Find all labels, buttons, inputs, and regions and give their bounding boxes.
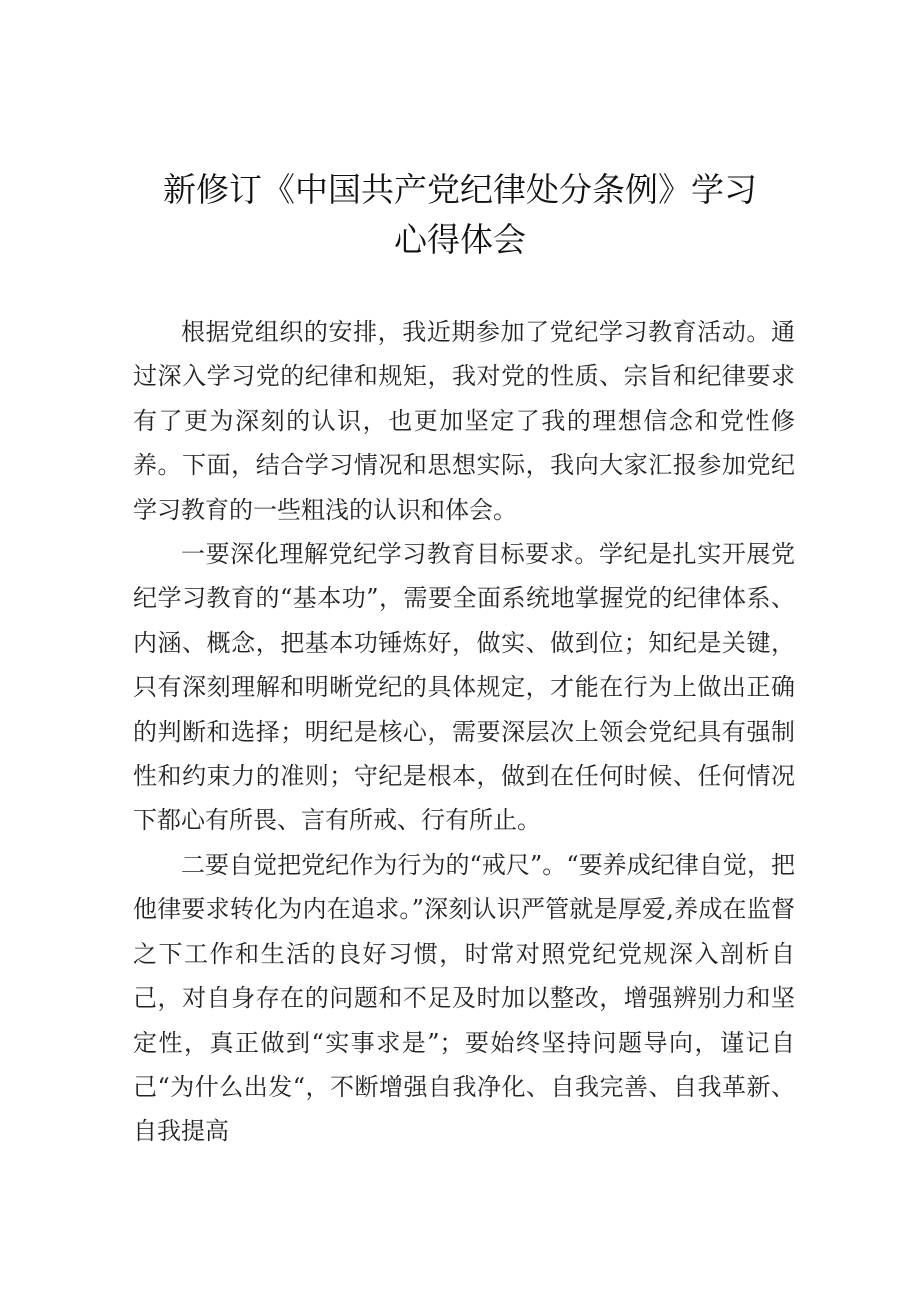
paragraph-point-one: 一要深化理解党纪学习教育目标要求。学纪是扎实开展党纪学习教育的“基本功”，需要全面系统地掌握党的纪律体系、内涵、概念，把基本功锤炼好，做实、做到位；知纪是关键，只有深刻理解和明晰党纪的具体规定，才能在行为上做出正确的判断和选择；明纪是核心，需要深层次上领会党纪具有强制性和约束力的准则；守纪是根本，做到在任何时候、任何情况下都心有所畏、言有所戒、行有所止。 [133,540,795,835]
document-title-line-1: 新修订《中国共产党纪律处分条例》学习 [163,170,757,209]
document-body [133,310,795,1154]
paragraph-intro: 根据党组织的安排，我近期参加了党纪学习教育活动。通过深入学习党的纪律和规矩，我对党的性质、宗旨和纪律要求有了更为深刻的认识，也更加坚定了我的理想信念和党性修养。下面，结合学习情况和思想实际，我向大家汇报参加党纪学习教育的一些粗浅的认识和体会。 [133,318,795,524]
paragraph-point-two: 二要自觉把党纪作为行为的“戒尺”。“要养成纪律自觉，把他律要求转化为内在追求。”深刻认识严管就是厚爱,养成在监督之下工作和生活的良好习惯，时常对照党纪党规深入剖析自己，对自身存在的问题和不足及时加以整改，增强辨别力和坚定性，真正做到“实事求是”；要始终坚持问题导向，谨记自己“为什么出发“，不断增强自我净化、自我完善、自我革新、自我提高 [133,850,795,1146]
document-title-line-2: 心得体会 [394,220,526,259]
